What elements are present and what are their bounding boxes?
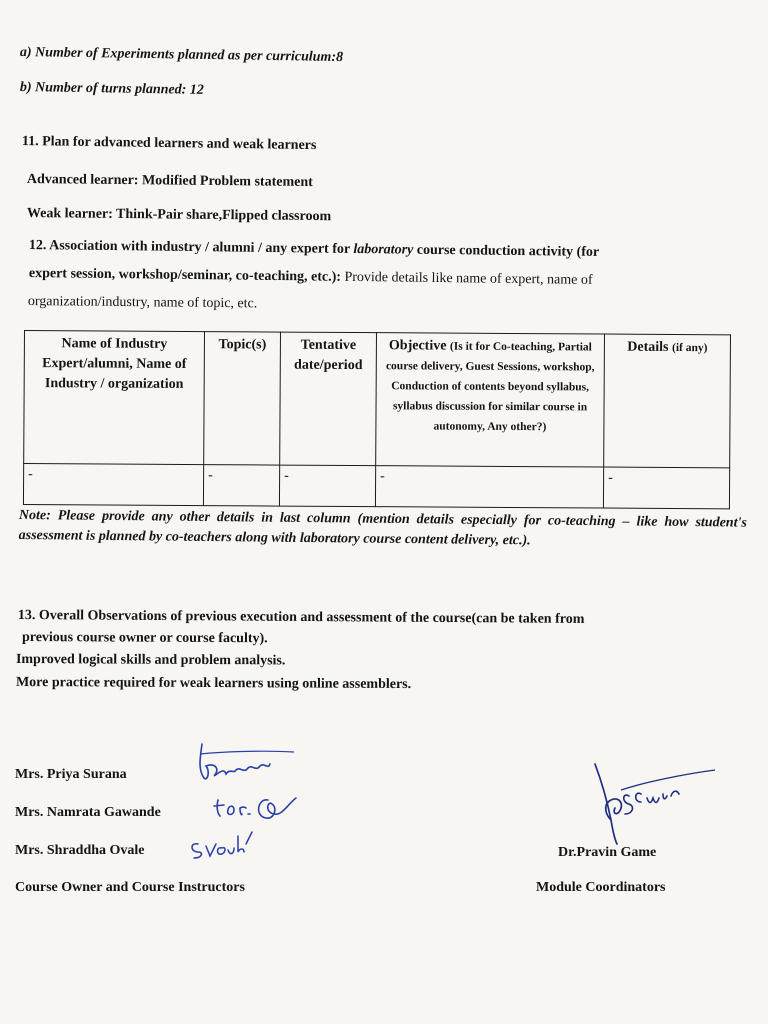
header-topic: Topic(s): [204, 332, 281, 465]
turns-planned: b) Number of turns planned: 12: [19, 80, 204, 98]
header-details-main: Details: [627, 339, 669, 355]
signature-namrata-gawande: [212, 790, 302, 826]
header-objective-main: Objective: [388, 338, 447, 354]
section-12-line2: [29, 266, 593, 289]
table-row: [23, 464, 729, 509]
header-name: Name of Industry Expert/alumni, Name of Industry / organization: [24, 331, 205, 465]
industry-association-table: [23, 330, 731, 509]
header-details: [604, 334, 731, 468]
coordinator-role: Module Coordinators: [536, 880, 666, 895]
section-12-line2-bold: expert session, workshop/seminar, co-teaching, etc.):: [28, 266, 342, 285]
header-details-detail: (if any): [671, 341, 708, 355]
instructor-priya-surana: Mrs. Priya Surana: [15, 767, 127, 782]
instructor-shraddha-ovale: Mrs. Shraddha Ovale: [15, 843, 145, 858]
header-objective: [376, 333, 605, 467]
cell-objective: -: [375, 466, 603, 508]
experiments-planned: a) Number of Experiments planned as per curriculum:8: [19, 45, 344, 66]
section-12-line3: organization/industry, name of topic, etc.: [27, 294, 258, 312]
header-date: Tentative date/period: [280, 332, 377, 466]
cell-topic: -: [203, 465, 279, 506]
signature-shraddha-ovale: [188, 828, 258, 862]
instructors-role: Course Owner and Course Instructors: [15, 880, 245, 895]
instructor-namrata-gawande: Mrs. Namrata Gawande: [15, 805, 161, 820]
section-13-line2: previous course owner or course faculty).: [21, 630, 268, 647]
section-12-text: 12. Association with industry / alumni / any expert for: [28, 238, 354, 257]
section-11-heading: 11. Plan for advanced learners and weak learners: [21, 134, 317, 154]
weak-learner: Weak learner: Think-Pair share,Flipped classroom: [26, 206, 332, 225]
section-12-line1: [29, 238, 599, 261]
table-header-row: [24, 331, 731, 468]
signature-pravin-game: [585, 760, 725, 850]
note-paragraph: Note: Please provide any other details in last column (mention details especially for co-teaching – like how student's assessment is planned by co-teachers along with laboratory course content delivery, etc.).: [18, 507, 747, 549]
section-13-line3: Improved logical skills and problem analysis.: [15, 652, 286, 669]
coordinator-name: Dr.Pravin Game: [558, 845, 657, 860]
cell-date: -: [279, 465, 375, 507]
section-12-italic: laboratory: [353, 241, 414, 258]
cell-details: -: [603, 467, 729, 509]
section-13-line1: 13. Overall Observations of previous execution and assessment of the course(can be taken from: [17, 608, 585, 627]
section-12-rest: course conduction activity (for: [413, 242, 600, 260]
section-12-line2-normal: Provide details like name of expert, name of: [340, 269, 593, 288]
header-objective-detail: (Is it for Co-teaching, Partial course delivery, Guest Sessions, workshop, Conduction of contents beyond syllabus, syllabus discussion for similar course in autonomy, Any other?): [385, 340, 595, 434]
advanced-learner: Advanced learner: Modified Problem statement: [26, 172, 313, 190]
section-13-line4: More practice required for weak learners using online assemblers.: [15, 675, 412, 693]
signature-priya-surana: [190, 740, 300, 790]
cell-name: -: [23, 464, 203, 506]
